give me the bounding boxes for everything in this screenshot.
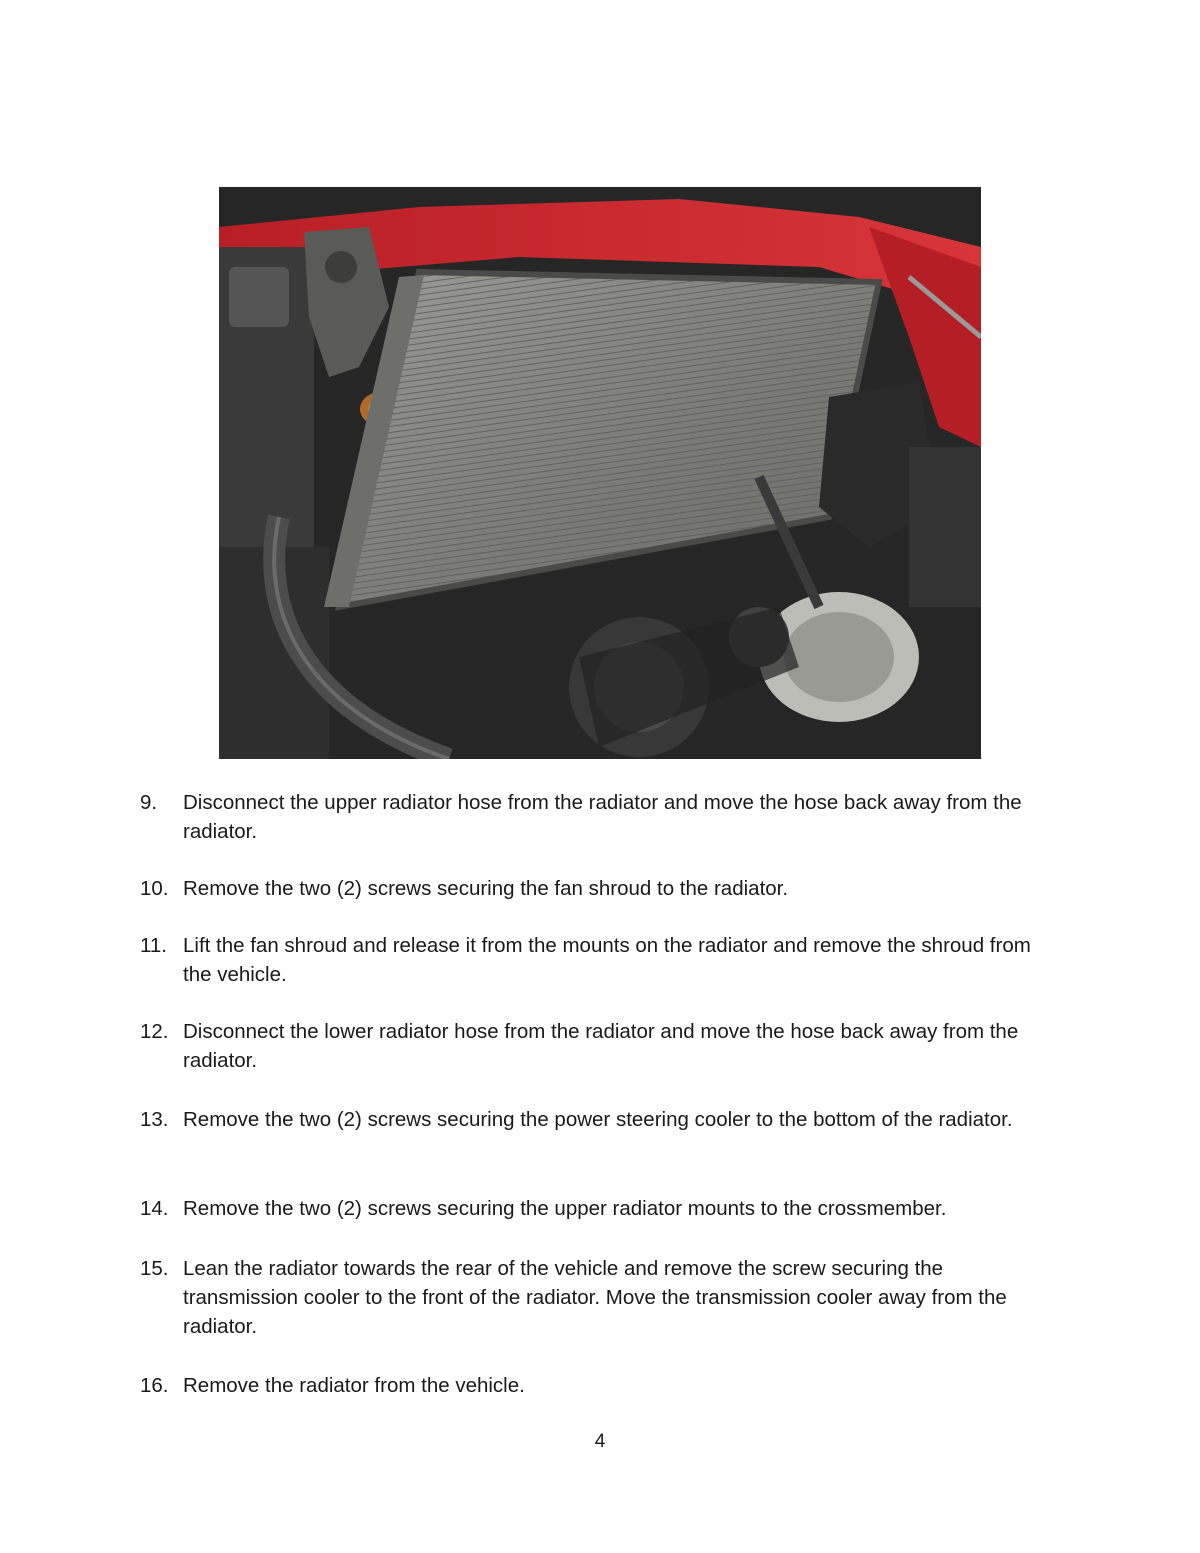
list-item: [140, 1254, 1060, 1341]
step-number: 13.: [140, 1108, 169, 1131]
list-item: [140, 874, 1060, 903]
step-number: 11.: [140, 934, 167, 957]
step-text: Disconnect the upper radiator hose from the radiator and move the hose back away from the radiator.: [183, 791, 1022, 843]
list-item: [140, 1105, 1060, 1134]
step-text: Lift the fan shroud and release it from the mounts on the radiator and remove the shroud from the vehicle.: [183, 934, 1031, 986]
list-item: [140, 788, 1060, 846]
step-number: 10.: [140, 877, 169, 900]
step-number: 12.: [140, 1020, 169, 1043]
step-text: Remove the two (2) screws securing the upper radiator mounts to the crossmember.: [183, 1197, 947, 1220]
step-text: Lean the radiator towards the rear of the vehicle and remove the screw securing the transmission cooler to the front of the radiator. Move the transmission cooler away from the radiator.: [183, 1257, 1007, 1338]
list-item: [140, 1194, 1060, 1223]
list-item: [140, 1017, 1060, 1075]
step-text: Remove the radiator from the vehicle.: [183, 1374, 525, 1397]
step-text: Remove the two (2) screws securing the fan shroud to the radiator.: [183, 877, 789, 900]
step-number: 15.: [140, 1257, 169, 1280]
step-text: Disconnect the lower radiator hose from the radiator and move the hose back away from the radiator.: [183, 1020, 1019, 1072]
radiator-photo: [219, 187, 981, 759]
step-number: 16.: [140, 1374, 169, 1397]
step-text: Remove the two (2) screws securing the power steering cooler to the bottom of the radiator.: [183, 1108, 1013, 1131]
step-number: 14.: [140, 1197, 169, 1220]
list-item: [140, 1371, 1060, 1400]
step-number: 9.: [140, 791, 158, 814]
list-item: [140, 931, 1060, 989]
page-number: 4: [594, 1431, 606, 1452]
radiator-photo-illustration: [219, 187, 981, 759]
